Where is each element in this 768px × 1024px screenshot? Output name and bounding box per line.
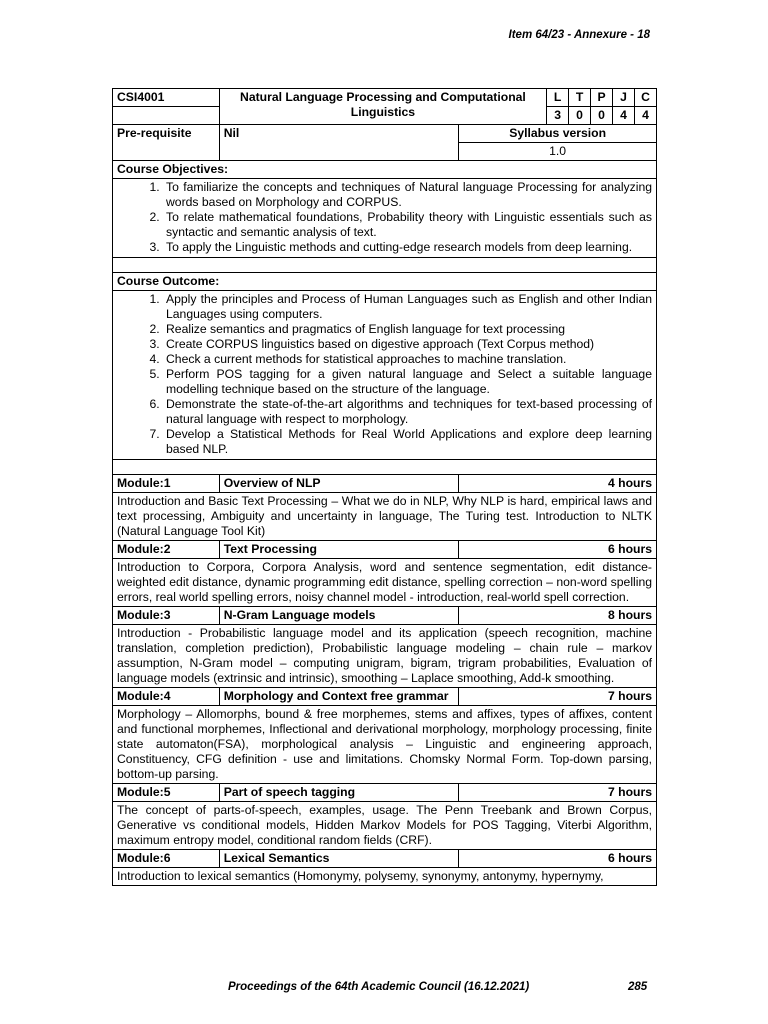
outcomes-heading: Course Outcome: [113, 273, 657, 291]
module-content-row [113, 868, 657, 886]
course-code-spacer [113, 107, 220, 125]
module-label: Module:4 [113, 688, 220, 706]
module-content-row [113, 706, 657, 784]
objectives-body-row [113, 179, 657, 258]
objectives-heading: Course Objectives: [113, 161, 657, 179]
module-content: Introduction to lexical semantics (Homonymy, polysemy, synonymy, antonymy, hypernymy, [113, 868, 657, 886]
outcomes-body-row [113, 291, 657, 460]
module-header-row [113, 607, 657, 625]
ltpjc-header-l: L [547, 89, 569, 107]
outcome-item: 6. Demonstrate the state-of-the-art algorithms and techniques for text-based processing of natural language with respect to morphology. [163, 397, 652, 427]
outcome-item: 4. Check a current methods for statistical approaches to machine translation. [163, 352, 652, 367]
ltpjc-header-c: C [634, 89, 656, 107]
syllabus-version-value: 1.0 [459, 143, 657, 161]
prerequisite-row [113, 125, 657, 143]
course-title-row [113, 89, 657, 107]
ltpjc-value-t: 0 [569, 107, 591, 125]
module-title: Morphology and Context free grammar [219, 688, 459, 706]
module-header-row [113, 541, 657, 559]
outcome-item: 1. Apply the principles and Process of Human Languages such as English and other Indian Languages using computers. [163, 292, 652, 322]
outcome-item: 5. Perform POS tagging for a given natural language and Select a suitable language modelling technique based on the structure of the language. [163, 367, 652, 397]
module-hours: 4 hours [459, 475, 657, 493]
module-content-row [113, 625, 657, 688]
module-content: Morphology – Allomorphs, bound & free morphemes, stems and affixes, types of affixes, content and functional morphemes, Inflectional and derivational morphology, morphology processing, finite state automaton(FSA), morphological analysis – Linguistic and engineering approach, Constituency, CFG definition - use and limitations. Chomsky Normal Form. Top-down parsing, bottom-up parsing. [113, 706, 657, 784]
module-title: Overview of NLP [219, 475, 459, 493]
outcome-item: 7. Develop a Statistical Methods for Real World Applications and explore deep learning based NLP. [163, 427, 652, 457]
module-header-row [113, 784, 657, 802]
spacer-row [113, 258, 657, 273]
module-title: N-Gram Language models [219, 607, 459, 625]
ltpjc-header-p: P [591, 89, 613, 107]
module-title: Part of speech tagging [219, 784, 459, 802]
outcomes-list [117, 292, 652, 457]
module-header-row [113, 850, 657, 868]
ltpjc-value-l: 3 [547, 107, 569, 125]
ltpjc-value-j: 4 [613, 107, 635, 125]
objectives-list [117, 180, 652, 255]
module-hours: 7 hours [459, 688, 657, 706]
objective-item: 1. To familiarize the concepts and techniques of Natural language Processing for analyzing words based on Morphology and CORPUS. [163, 180, 652, 210]
page-number: 285 [628, 981, 648, 993]
ltpjc-header-t: T [569, 89, 591, 107]
module-title: Text Processing [219, 541, 459, 559]
syllabus-table [112, 88, 657, 886]
prereq-label: Pre-requisite [113, 125, 220, 161]
ltpjc-header-j: J [613, 89, 635, 107]
module-hours: 7 hours [459, 784, 657, 802]
module-content: Introduction and Basic Text Processing – What we do in NLP, Why NLP is hard, empirical laws and text processing, Ambiguity and uncertainty in language, The Turing test. Introduction to NLTK (Natural Language Tool Kit) [113, 493, 657, 541]
module-label: Module:5 [113, 784, 220, 802]
module-label: Module:1 [113, 475, 220, 493]
objective-item: 3. To apply the Linguistic methods and cutting-edge research models from deep learning. [163, 240, 652, 255]
module-label: Module:2 [113, 541, 220, 559]
prereq-value: Nil [219, 125, 459, 161]
outcome-item: 2. Realize semantics and pragmatics of English language for text processing [163, 322, 652, 337]
module-content: Introduction - Probabilistic language model and its application (speech recognition, machine translation, completion prediction), Probabilistic language modeling – chain rule – markov assumption, N-Gram model – computing unigram, bigram, trigram probabilities, Evaluation of language models (extrinsic and intrinsic), smoothing – Laplace smoothing, Add-k smoothing. [113, 625, 657, 688]
module-hours: 6 hours [459, 541, 657, 559]
module-header-row [113, 475, 657, 493]
module-title: Lexical Semantics [219, 850, 459, 868]
module-label: Module:6 [113, 850, 220, 868]
outcome-item: 3. Create CORPUS linguistics based on digestive approach (Text Corpus method) [163, 337, 652, 352]
page-header: Item 64/23 - Annexure - 18 [508, 29, 650, 41]
outcomes-heading-row [113, 273, 657, 291]
module-hours: 8 hours [459, 607, 657, 625]
module-hours: 6 hours [459, 850, 657, 868]
ltpjc-value-p: 0 [591, 107, 613, 125]
course-title: Natural Language Processing and Computational Linguistics [219, 89, 546, 125]
spacer-row [113, 460, 657, 475]
module-label: Module:3 [113, 607, 220, 625]
syllabus-version-label: Syllabus version [459, 125, 657, 143]
objectives-heading-row [113, 161, 657, 179]
module-content: Introduction to Corpora, Corpora Analysis, word and sentence segmentation, edit distance-weighted edit distance, dynamic programming edit distance, spelling correction – non-word spelling errors, real world spelling errors, noisy channel model - introduction, real-world spell correction. [113, 559, 657, 607]
ltpjc-value-c: 4 [634, 107, 656, 125]
footer-title: Proceedings of the 64th Academic Council (16.12.2021) [228, 981, 530, 993]
module-header-row [113, 688, 657, 706]
module-content-row [113, 802, 657, 850]
module-content-row [113, 559, 657, 607]
module-content-row [113, 493, 657, 541]
course-code: CSI4001 [113, 89, 220, 107]
module-content: The concept of parts-of-speech, examples, usage. The Penn Treebank and Brown Corpus, Generative vs conditional models, Hidden Markov Models for POS Tagging, Viterbi Algorithm, maximum entropy model, conditional random fields (CRF). [113, 802, 657, 850]
objective-item: 2. To relate mathematical foundations, Probability theory with Linguistic essentials such as syntactic and semantic analysis of text. [163, 210, 652, 240]
